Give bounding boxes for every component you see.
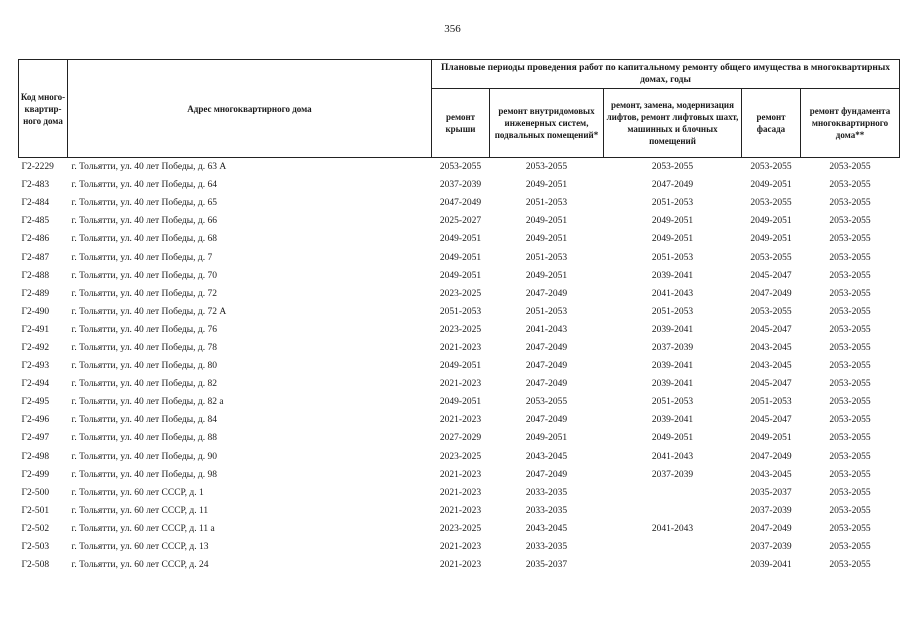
cell-facade: 2053-2055 [750,252,792,263]
table-row [19,466,900,484]
cell-roof: 2021-2023 [439,560,482,571]
table-row [19,520,900,538]
cell-foundation: 2053-2055 [829,433,871,444]
cell-address: г. Тольятти, ул. 40 лет Победы, д. 82 [71,379,218,390]
header-foundation: ремонт фундамента многоквартирного дома** [801,89,900,158]
cell-lift: 2051-2053 [651,397,694,408]
cell-facade: 2049-2051 [750,180,792,191]
cell-engineering: 2051-2053 [525,306,568,317]
cell-facade: 2037-2039 [750,542,792,553]
cell-facade: 2047-2049 [750,523,792,534]
cell-code: Г2-488 [21,270,50,281]
cell-roof: 2027-2029 [439,433,482,444]
cell-engineering: 2049-2051 [525,270,568,281]
header-lifts: ремонт, замена, модернизация лифтов, ремонт лифтовых шахт, машинных и блочных помещений [604,89,742,158]
cell-foundation: 2053-2055 [829,162,871,173]
cell-roof: 2023-2025 [439,324,482,335]
cell-facade: 2037-2039 [750,505,792,516]
cell-code: Г2-496 [21,415,50,426]
cell-code: Г2-493 [21,361,50,372]
cell-facade: 2045-2047 [750,324,792,335]
page-number: 356 [444,23,461,35]
cell-engineering: 2047-2049 [525,361,568,372]
cell-code: Г2-501 [21,505,50,516]
cell-address: г. Тольятти, ул. 40 лет Победы, д. 84 [71,415,218,426]
cell-address: г. Тольятти, ул. 40 лет Победы, д. 65 [71,198,218,209]
table-row [19,429,900,447]
cell-facade: 2039-2041 [750,560,792,571]
cell-foundation: 2053-2055 [829,216,871,227]
cell-roof: 2021-2023 [439,542,482,553]
table-row [19,339,900,357]
cell-address: г. Тольятти, ул. 40 лет Победы, д. 63 А [71,162,227,173]
cell-foundation: 2053-2055 [829,379,871,390]
table-row [19,556,900,574]
cell-roof: 2023-2025 [439,451,482,462]
cell-facade: 2047-2049 [750,288,792,299]
cell-lift: 2041-2043 [651,288,694,299]
cell-engineering: 2047-2049 [525,342,568,353]
cell-foundation: 2053-2055 [829,342,871,353]
cell-lift: 2051-2053 [651,306,694,317]
cell-lift: 2049-2051 [651,216,694,227]
cell-engineering: 2047-2049 [525,469,568,480]
cell-code: Г2-508 [21,560,50,571]
cell-address: г. Тольятти, ул. 40 лет Победы, д. 66 [71,216,218,227]
header-periods: Плановые периоды проведения работ по капитальному ремонту общего имущества в многоквартирных домах, годы [432,60,900,89]
table-row [19,285,900,303]
header-facade: ремонт фасада [742,89,801,158]
cell-lift: 2049-2051 [651,433,694,444]
cell-foundation: 2053-2055 [829,180,871,191]
cell-engineering: 2053-2055 [525,162,568,173]
cell-code: Г2-502 [21,523,50,534]
cell-address: г. Тольятти, ул. 60 лет СССР, д. 11 а [71,523,215,534]
cell-engineering: 2049-2051 [525,180,568,191]
cell-engineering: 2047-2049 [525,379,568,390]
cell-facade: 2049-2051 [750,216,792,227]
table-row [19,393,900,411]
cell-foundation: 2053-2055 [829,415,871,426]
cell-foundation: 2053-2055 [829,324,871,335]
cell-engineering: 2047-2049 [525,415,568,426]
cell-engineering: 2035-2037 [525,560,568,571]
cell-engineering: 2047-2049 [525,288,568,299]
cell-lift: 2041-2043 [651,523,694,534]
table-row [19,448,900,466]
cell-roof: 2053-2055 [439,162,482,173]
header-code: Код много-квартир-ного дома [19,60,68,158]
cell-roof: 2037-2039 [439,180,482,191]
cell-address: г. Тольятти, ул. 40 лет Победы, д. 70 [71,270,218,281]
table-row [19,194,900,212]
table-row [19,357,900,375]
cell-facade: 2053-2055 [750,306,792,317]
cell-address: г. Тольятти, ул. 60 лет СССР, д. 1 [71,487,204,498]
cell-address: г. Тольятти, ул. 40 лет Победы, д. 68 [71,234,218,245]
cell-code: Г2-499 [21,469,50,480]
cell-foundation: 2053-2055 [829,560,871,571]
cell-lift: 2053-2055 [651,162,694,173]
table-row [19,303,900,321]
table-row [19,375,900,393]
cell-engineering: 2033-2035 [525,505,568,516]
cell-lift: 2039-2041 [651,270,694,281]
cell-code: Г2-498 [21,451,50,462]
cell-foundation: 2053-2055 [829,361,871,372]
cell-roof: 2025-2027 [439,216,482,227]
cell-roof: 2049-2051 [439,270,482,281]
cell-engineering: 2043-2045 [525,451,568,462]
table-row [19,267,900,285]
cell-facade: 2043-2045 [750,361,792,372]
cell-code: Г2-494 [21,379,50,390]
cell-foundation: 2053-2055 [829,270,871,281]
cell-roof: 2023-2025 [439,523,482,534]
table-row [19,248,900,266]
cell-lift: 2037-2039 [651,342,694,353]
table-row [19,484,900,502]
cell-address: г. Тольятти, ул. 40 лет Победы, д. 7 [71,252,213,263]
table-row [19,212,900,230]
cell-foundation: 2053-2055 [829,288,871,299]
cell-code: Г2-484 [21,198,50,209]
table-row [19,230,900,248]
cell-facade: 2047-2049 [750,451,792,462]
cell-lift: 2049-2051 [651,234,694,245]
cell-code: Г2-486 [21,234,50,245]
cell-address: г. Тольятти, ул. 40 лет Победы, д. 76 [71,324,218,335]
header-roof: ремонт крыши [432,89,490,158]
cell-lift: 2039-2041 [651,361,694,372]
cell-roof: 2047-2049 [439,198,482,209]
cell-foundation: 2053-2055 [829,451,871,462]
table-row [19,176,900,194]
cell-roof: 2021-2023 [439,487,482,498]
cell-foundation: 2053-2055 [829,306,871,317]
cell-engineering: 2053-2055 [525,397,568,408]
cell-code: Г2-495 [21,397,50,408]
header-engineering: ремонт внутридомовых инженерных систем, подвальных помещений* [490,89,604,158]
cell-engineering: 2051-2053 [525,198,568,209]
table-row [19,538,900,556]
cell-foundation: 2053-2055 [829,397,871,408]
cell-roof: 2049-2051 [439,397,482,408]
cell-roof: 2021-2023 [439,342,482,353]
cell-foundation: 2053-2055 [829,252,871,263]
cell-code: Г2-503 [21,542,50,553]
cell-lift [604,484,742,502]
cell-engineering: 2043-2045 [525,523,568,534]
cell-address: г. Тольятти, ул. 40 лет Победы, д. 78 [71,342,218,353]
cell-lift: 2037-2039 [651,469,694,480]
cell-address: г. Тольятти, ул. 40 лет Победы, д. 82 а [71,397,224,408]
cell-address: г. Тольятти, ул. 40 лет Победы, д. 72 А [71,306,227,317]
cell-facade: 2049-2051 [750,234,792,245]
cell-roof: 2021-2023 [439,469,482,480]
cell-address: г. Тольятти, ул. 60 лет СССР, д. 11 [71,505,209,516]
cell-engineering: 2033-2035 [525,542,568,553]
cell-facade: 2035-2037 [750,487,792,498]
cell-engineering: 2049-2051 [525,216,568,227]
cell-facade: 2045-2047 [750,270,792,281]
cell-lift: 2051-2053 [651,252,694,263]
cell-address: г. Тольятти, ул. 40 лет Победы, д. 64 [71,180,218,191]
cell-roof: 2049-2051 [439,234,482,245]
cell-lift: 2039-2041 [651,415,694,426]
cell-foundation: 2053-2055 [829,523,871,534]
cell-lift: 2039-2041 [651,324,694,335]
cell-engineering: 2033-2035 [525,487,568,498]
cell-foundation: 2053-2055 [829,505,871,516]
cell-code: Г2-497 [21,433,50,444]
cell-lift [604,502,742,520]
cell-roof: 2021-2023 [439,505,482,516]
cell-code: Г2-500 [21,487,50,498]
table-row [19,502,900,520]
cell-facade: 2049-2051 [750,433,792,444]
cell-address: г. Тольятти, ул. 40 лет Победы, д. 98 [71,469,218,480]
cell-address: г. Тольятти, ул. 40 лет Победы, д. 90 [71,451,218,462]
cell-facade: 2045-2047 [750,415,792,426]
cell-roof: 2049-2051 [439,361,482,372]
cell-code: Г2-489 [21,288,50,299]
cell-facade: 2043-2045 [750,342,792,353]
cell-engineering: 2051-2053 [525,252,568,263]
header-address: Адрес многоквартирного дома [68,60,432,158]
cell-roof: 2023-2025 [439,288,482,299]
cell-roof: 2049-2051 [439,252,482,263]
cell-address: г. Тольятти, ул. 40 лет Победы, д. 72 [71,288,218,299]
cell-facade: 2053-2055 [750,198,792,209]
cell-roof: 2021-2023 [439,379,482,390]
cell-lift: 2051-2053 [651,198,694,209]
cell-facade: 2053-2055 [750,162,792,173]
table-row [19,158,900,177]
cell-engineering: 2049-2051 [525,234,568,245]
cell-address: г. Тольятти, ул. 60 лет СССР, д. 24 [71,560,209,571]
cell-lift: 2041-2043 [651,451,694,462]
cell-lift: 2047-2049 [651,180,694,191]
cell-facade: 2045-2047 [750,379,792,390]
cell-foundation: 2053-2055 [829,234,871,245]
cell-code: Г2-491 [21,324,50,335]
cell-engineering: 2049-2051 [525,433,568,444]
cell-lift: 2039-2041 [651,379,694,390]
cell-foundation: 2053-2055 [829,542,871,553]
cell-code: Г2-483 [21,180,50,191]
cell-roof: 2051-2053 [439,306,482,317]
cell-facade: 2051-2053 [750,397,792,408]
cell-code: Г2-487 [21,252,50,263]
table-row [19,411,900,429]
cell-code: Г2-490 [21,306,50,317]
cell-foundation: 2053-2055 [829,487,871,498]
table-row [19,321,900,339]
cell-address: г. Тольятти, ул. 40 лет Победы, д. 88 [71,433,218,444]
capital-repair-table [18,59,900,574]
table-body [19,158,900,575]
cell-code: Г2-492 [21,342,50,353]
cell-engineering: 2041-2043 [525,324,568,335]
cell-facade: 2043-2045 [750,469,792,480]
cell-address: г. Тольятти, ул. 60 лет СССР, д. 13 [71,542,209,553]
cell-roof: 2021-2023 [439,415,482,426]
cell-code: Г2-485 [21,216,50,227]
cell-lift [604,538,742,556]
cell-address: г. Тольятти, ул. 40 лет Победы, д. 80 [71,361,218,372]
cell-lift [604,556,742,574]
cell-code: Г2-2229 [21,162,54,173]
cell-foundation: 2053-2055 [829,198,871,209]
cell-foundation: 2053-2055 [829,469,871,480]
